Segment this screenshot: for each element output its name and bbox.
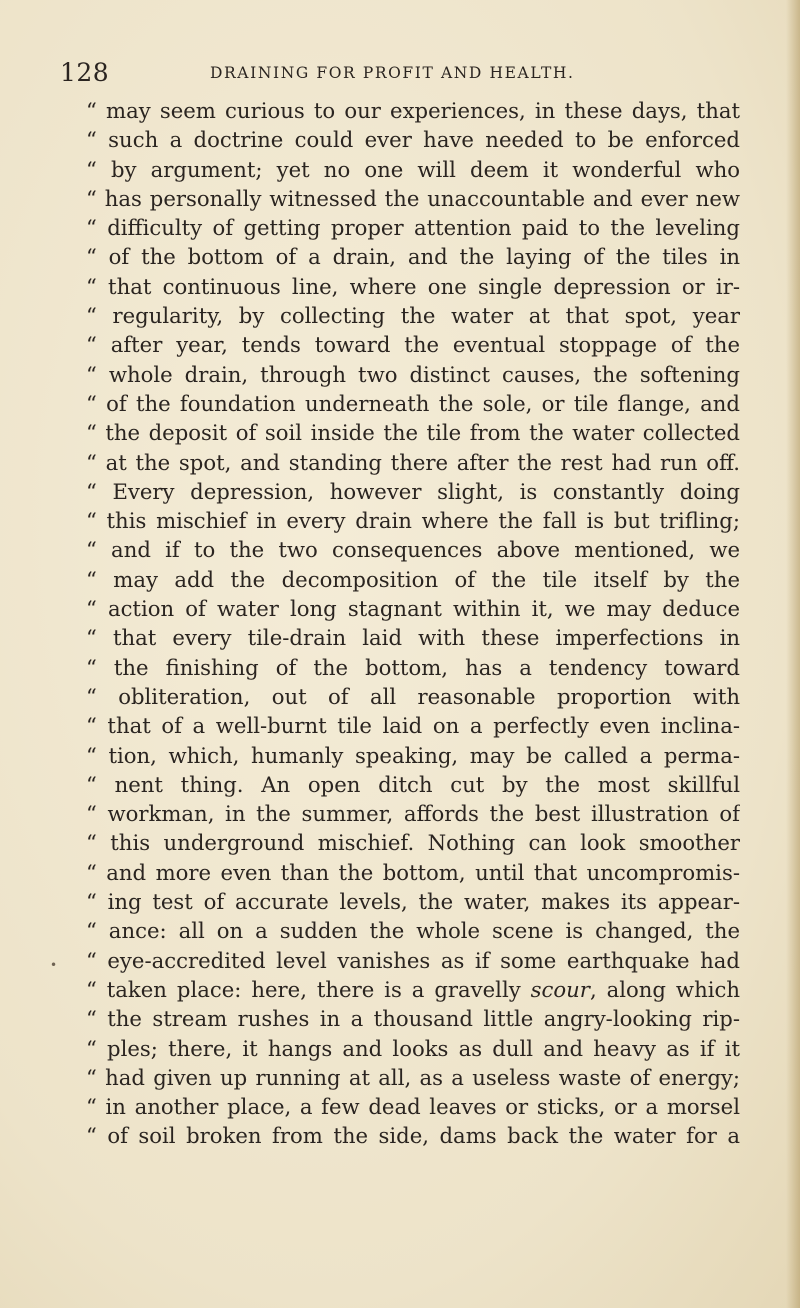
text-line: “ the finishing of the bottom, has a tendency toward	[86, 654, 740, 680]
text-line: “ difficulty of getting proper attention paid to the leveling	[86, 215, 740, 241]
stray-mark: •	[50, 958, 58, 972]
text-line: “ tion, which, humanly speaking, may be called a perma-	[86, 742, 740, 768]
text-line: “ action of water long stagnant within it, we may deduce	[86, 596, 740, 622]
text-line: “ ance: all on a sudden the whole scene is changed, the	[86, 918, 740, 944]
running-head: DRAINING FOR PROFIT AND HEALTH.	[210, 64, 575, 82]
text-line: “ the stream rushes in a thousand little angry-looking rip-	[86, 1006, 740, 1032]
text-line: “ this mischief in every drain where the fall is but trifling;	[86, 508, 740, 534]
text-line: “ this underground mischief. Nothing can look smoother	[86, 830, 740, 856]
text-line: “ and more even than the bottom, until that uncompromis-	[86, 859, 740, 885]
text-line: “ ples; there, it hangs and looks as dull and heavy as if it	[86, 1035, 740, 1061]
text-line: “ taken place: here, there is a gravelly scour, along which	[86, 976, 740, 1002]
page-header	[60, 58, 740, 92]
text-line: “ after year, tends toward the eventual stoppage of the	[86, 332, 740, 358]
text-line: “ eye-accredited level vanishes as if some earthquake had	[86, 947, 740, 973]
text-line: “ whole drain, through two distinct causes, the softening	[86, 361, 740, 387]
page-edge-shadow	[786, 0, 800, 1308]
text-line: “ by argument; yet no one will deem it wonderful who	[86, 156, 740, 182]
text-line: “ regularity, by collecting the water at that spot, year	[86, 303, 740, 329]
text-line: “ may add the decomposition of the tile itself by the	[86, 566, 740, 592]
text-line: “ obliteration, out of all reasonable proportion with	[86, 683, 740, 709]
body-text	[86, 96, 740, 1151]
text-line: “ nent thing. An open ditch cut by the most skillful	[86, 771, 740, 797]
text-line: “ that every tile-drain laid with these imperfections in	[86, 625, 740, 651]
text-line: “ of soil broken from the side, dams back the water for a	[86, 1123, 740, 1149]
text-line: “ may seem curious to our experiences, in these days, that	[86, 98, 740, 123]
text-line: “ and if to the two consequences above mentioned, we	[86, 537, 740, 563]
text-line: “ that of a well-burnt tile laid on a perfectly even inclina-	[86, 713, 740, 739]
text-line: “ at the spot, and standing there after the rest had run off.	[86, 449, 740, 475]
text-line: “ workman, in the summer, affords the best illustration of	[86, 801, 740, 827]
text-line: “ such a doctrine could ever have needed to be enforced	[86, 127, 740, 153]
text-line: “ ing test of accurate levels, the water, makes its appear-	[86, 889, 740, 915]
text-line: “ of the bottom of a drain, and the laying of the tiles in	[86, 244, 740, 270]
text-line: “ in another place, a few dead leaves or sticks, or a morsel	[86, 1094, 740, 1120]
text-line: “ Every depression, however slight, is constantly doing	[86, 478, 740, 504]
text-line: “ the deposit of soil inside the tile from the water collected	[86, 420, 740, 446]
text-line: “ of the foundation underneath the sole, or tile flange, and	[86, 390, 740, 416]
text-line: “ that continuous line, where one single depression or ir-	[86, 273, 740, 299]
text-line: “ had given up running at all, as a useless waste of energy;	[86, 1064, 740, 1090]
text-line: “ has personally witnessed the unaccountable and ever new	[86, 185, 740, 211]
page-number: 128	[60, 58, 110, 87]
